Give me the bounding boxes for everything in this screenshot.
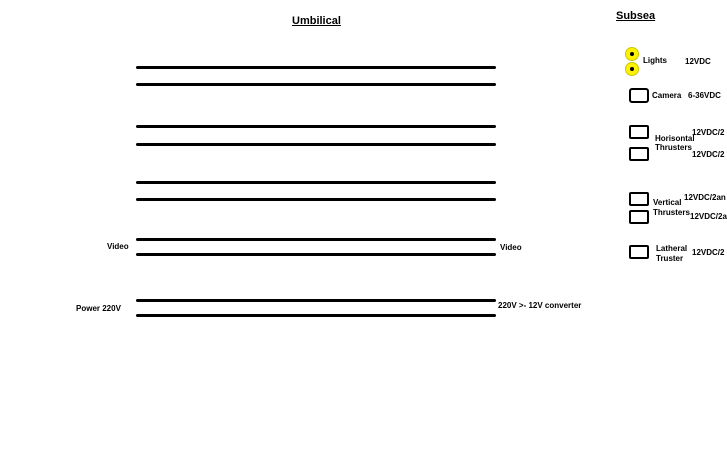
umbilical-line xyxy=(136,198,496,201)
umbilical-line xyxy=(136,253,496,256)
lights-label: Lights xyxy=(643,56,667,65)
vertical-thrusters-label: Vertical xyxy=(653,198,682,207)
lateral-truster-label: Latheral xyxy=(656,244,688,253)
umbilical-line xyxy=(136,125,496,128)
lateral-truster-label: Truster xyxy=(656,254,684,263)
umbilical-title: Umbilical xyxy=(292,15,341,27)
umbilical-line xyxy=(136,238,496,241)
vertical-thrusters-spec: 12VDC/2an xyxy=(684,193,726,202)
vertical-thrusters-label: Thrusters xyxy=(653,208,690,217)
horizontal-thruster-icon xyxy=(629,125,649,139)
umbilical-line xyxy=(136,143,496,146)
umbilical-line xyxy=(136,299,496,302)
vertical-thruster-icon xyxy=(629,192,649,206)
vertical-thrusters-spec: 12VDC/2a xyxy=(690,212,727,221)
light-bulb-icon xyxy=(625,47,639,61)
horizontal-thrusters-spec: 12VDC/2 xyxy=(692,128,725,137)
horizontal-thrusters-spec: 12VDC/2 xyxy=(692,150,725,159)
subsea-title: Subsea xyxy=(616,10,656,22)
lateral-thruster-icon xyxy=(629,245,649,259)
vertical-thruster-icon xyxy=(629,210,649,224)
umbilical-line xyxy=(136,181,496,184)
power-left-label: Power 220V xyxy=(76,304,121,313)
horizontal-thruster-icon xyxy=(629,147,649,161)
lights-spec: 12VDC xyxy=(685,57,711,66)
lateral-truster-spec: 12VDC/2 xyxy=(692,248,725,257)
umbilical-line xyxy=(136,83,496,86)
camera-spec: 6-36VDC xyxy=(688,91,721,100)
umbilical-line xyxy=(136,314,496,317)
camera-label: Camera xyxy=(652,91,682,100)
umbilical-line xyxy=(136,66,496,69)
power-right-label: 220V >- 12V converter xyxy=(498,301,582,310)
camera-icon xyxy=(629,88,649,103)
video-left-label: Video xyxy=(107,242,129,251)
horizontal-thrusters-label: Horisontal xyxy=(655,134,695,143)
video-right-label: Video xyxy=(500,243,522,252)
horizontal-thrusters-label: Thrusters xyxy=(655,143,692,152)
light-bulb-icon xyxy=(625,62,639,76)
